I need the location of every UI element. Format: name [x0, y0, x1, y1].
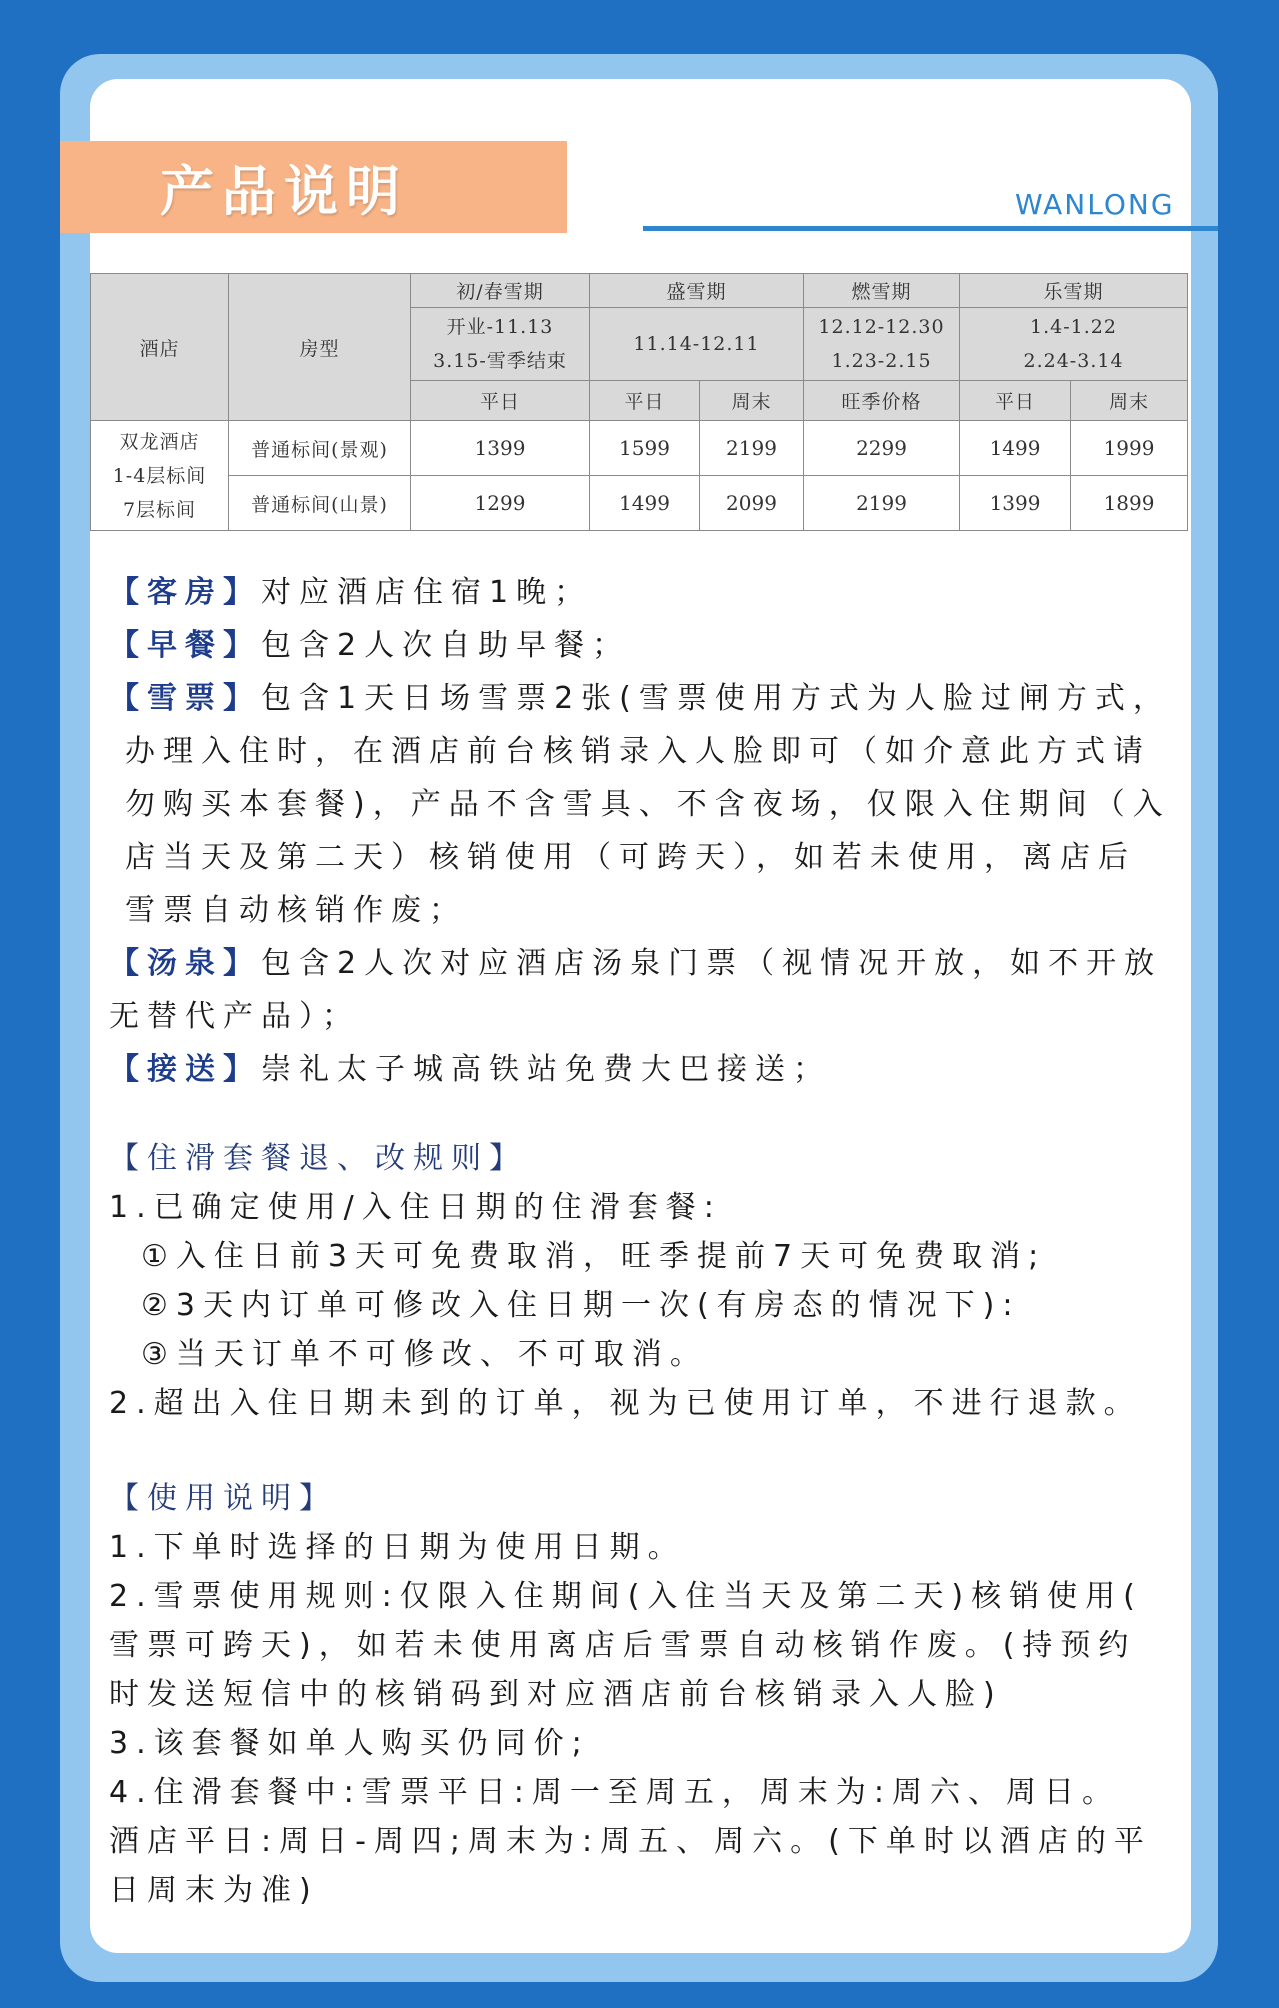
room-type-header: 房型: [229, 274, 411, 421]
season-name: 乐雪期: [960, 274, 1188, 308]
price-cell: 1599: [590, 421, 700, 476]
usage-line: 3.该套餐如单人购买仍同价;: [109, 1726, 590, 1761]
day-type: 周末: [700, 381, 804, 421]
season-name: 盛雪期: [590, 274, 804, 308]
usage-line: 1.下单时选择的日期为使用日期。: [109, 1530, 686, 1565]
brand-underline: [643, 226, 1218, 231]
season-name: 燃雪期: [804, 274, 960, 308]
hotel-cell: [91, 421, 229, 531]
table-row: [91, 476, 1188, 531]
day-type: 旺季价格: [804, 381, 960, 421]
usage-heading: 【使用说明】: [109, 1481, 337, 1516]
season-dates: [590, 308, 804, 381]
price-cell: 1299: [411, 476, 590, 531]
inclusions-list: [109, 566, 1189, 1096]
hotel-floors: 7层标间: [122, 498, 197, 521]
day-type: 周末: [1071, 381, 1188, 421]
season-date-range: 3.15-雪季结束: [433, 350, 567, 372]
price-table: [90, 273, 1188, 531]
inclusion-room: [109, 566, 1189, 619]
hotel-floors: 1-4层标间: [112, 464, 207, 487]
price-cell: 1399: [960, 476, 1071, 531]
inclusion-text-line: 办理入住时，在酒店前台核销录入人脸即可（如介意此方式请: [125, 734, 1151, 769]
refund-rule-item: 2.超出入住日期未到的订单，视为已使用订单，不进行退款。: [109, 1386, 1142, 1421]
season-dates: [411, 308, 590, 381]
refund-rule-subitem: ①入住日前3天可免费取消，旺季提前7天可免费取消;: [141, 1239, 1047, 1274]
season-date-range: 12.12-12.30: [818, 316, 945, 338]
season-date-range: 2.24-3.14: [1023, 350, 1124, 372]
day-type: 平日: [590, 381, 700, 421]
price-cell: 2099: [700, 476, 804, 531]
inclusion-text: 包含2人次对应酒店汤泉门票（视情况开放，如不开放: [261, 946, 1163, 981]
inclusion-text-line: 无替代产品）；: [109, 999, 360, 1034]
refund-rule-subitem: ③当天订单不可修改、不可取消。: [141, 1337, 708, 1372]
season-dates: [960, 308, 1188, 381]
inclusion-ski-ticket: [109, 672, 1189, 725]
price-cell: 2199: [700, 421, 804, 476]
season-dates: [804, 308, 960, 381]
price-cell: 2199: [804, 476, 960, 531]
price-cell: 1499: [590, 476, 700, 531]
usage-line: 2.雪票使用规则:仅限入住期间(入住当天及第二天)核销使用(: [109, 1579, 1143, 1614]
inclusion-label: 【接送】: [109, 1052, 261, 1087]
usage-line: 雪票可跨天)，如若未使用离店后雪票自动核销作废。(持预约: [109, 1628, 1137, 1663]
season-date-range: 1.23-2.15: [831, 350, 932, 372]
refund-rules-heading: 【住滑套餐退、改规则】: [109, 1141, 527, 1176]
inclusion-label: 【汤泉】: [109, 946, 261, 981]
room-type-cell: 普通标间(景观): [229, 421, 411, 476]
usage-line: 酒店平日:周日-周四;周末为:周五、周六。(下单时以酒店的平: [109, 1824, 1152, 1859]
season-date-range: 开业-11.13: [446, 316, 554, 338]
price-cell: 1499: [960, 421, 1071, 476]
price-cell: 1399: [411, 421, 590, 476]
inclusion-text-line: 店当天及第二天）核销使用（可跨天），如若未使用，离店后: [125, 840, 1136, 875]
price-cell: 1999: [1071, 421, 1188, 476]
inclusion-label: 【客房】: [109, 575, 261, 610]
usage-line: 日周末为准): [109, 1873, 319, 1908]
refund-rules: [109, 1134, 1189, 1428]
refund-rule-subitem: ②3天内订单可修改入住日期一次(有房态的情况下):: [141, 1288, 1021, 1323]
page-title: 产品说明: [160, 159, 408, 223]
inclusion-hot-spring: [109, 937, 1189, 990]
content-panel: [90, 79, 1191, 1953]
inclusion-text: 包含2人次自助早餐；: [261, 628, 631, 663]
hotel-name: 双龙酒店: [119, 430, 200, 453]
usage-notes: [109, 1474, 1189, 1915]
inclusion-text: 对应酒店住宿1晚；: [261, 575, 593, 610]
usage-line: 时发送短信中的核销码到对应酒店前台核销录入人脸): [109, 1677, 1003, 1712]
table-row: [91, 421, 1188, 476]
usage-line: 4.住滑套餐中:雪票平日:周一至周五，周末为:周六、周日。: [109, 1775, 1120, 1810]
brand-name: WANLONG: [1015, 188, 1175, 221]
season-date-range: 11.14-12.11: [633, 333, 760, 355]
price-cell: 1899: [1071, 476, 1188, 531]
inclusion-text: 包含1天日场雪票2张(雪票使用方式为人脸过闸方式，: [261, 681, 1171, 716]
season-name: 初/春雪期: [411, 274, 590, 308]
day-type: 平日: [960, 381, 1071, 421]
inclusion-shuttle: [109, 1043, 1189, 1096]
hotel-header: 酒店: [91, 274, 229, 421]
season-name-row: [91, 274, 1188, 308]
title-banner: [60, 141, 567, 233]
inclusion-text-line: 雪票自动核销作废；: [125, 893, 467, 928]
inclusion-text: 崇礼太子城高铁站免费大巴接送；: [261, 1052, 831, 1087]
inclusion-label: 【雪票】: [109, 681, 261, 716]
refund-rule-item: 1.已确定使用/入住日期的住滑套餐:: [109, 1190, 722, 1225]
inclusion-label: 【早餐】: [109, 628, 261, 663]
day-type: 平日: [411, 381, 590, 421]
inclusion-breakfast: [109, 619, 1189, 672]
room-type-cell: 普通标间(山景): [229, 476, 411, 531]
price-cell: 2299: [804, 421, 960, 476]
inclusion-text-line: 勿购买本套餐)，产品不含雪具、不含夜场，仅限入住期间（入: [125, 787, 1171, 822]
season-date-range: 1.4-1.22: [1030, 316, 1117, 338]
